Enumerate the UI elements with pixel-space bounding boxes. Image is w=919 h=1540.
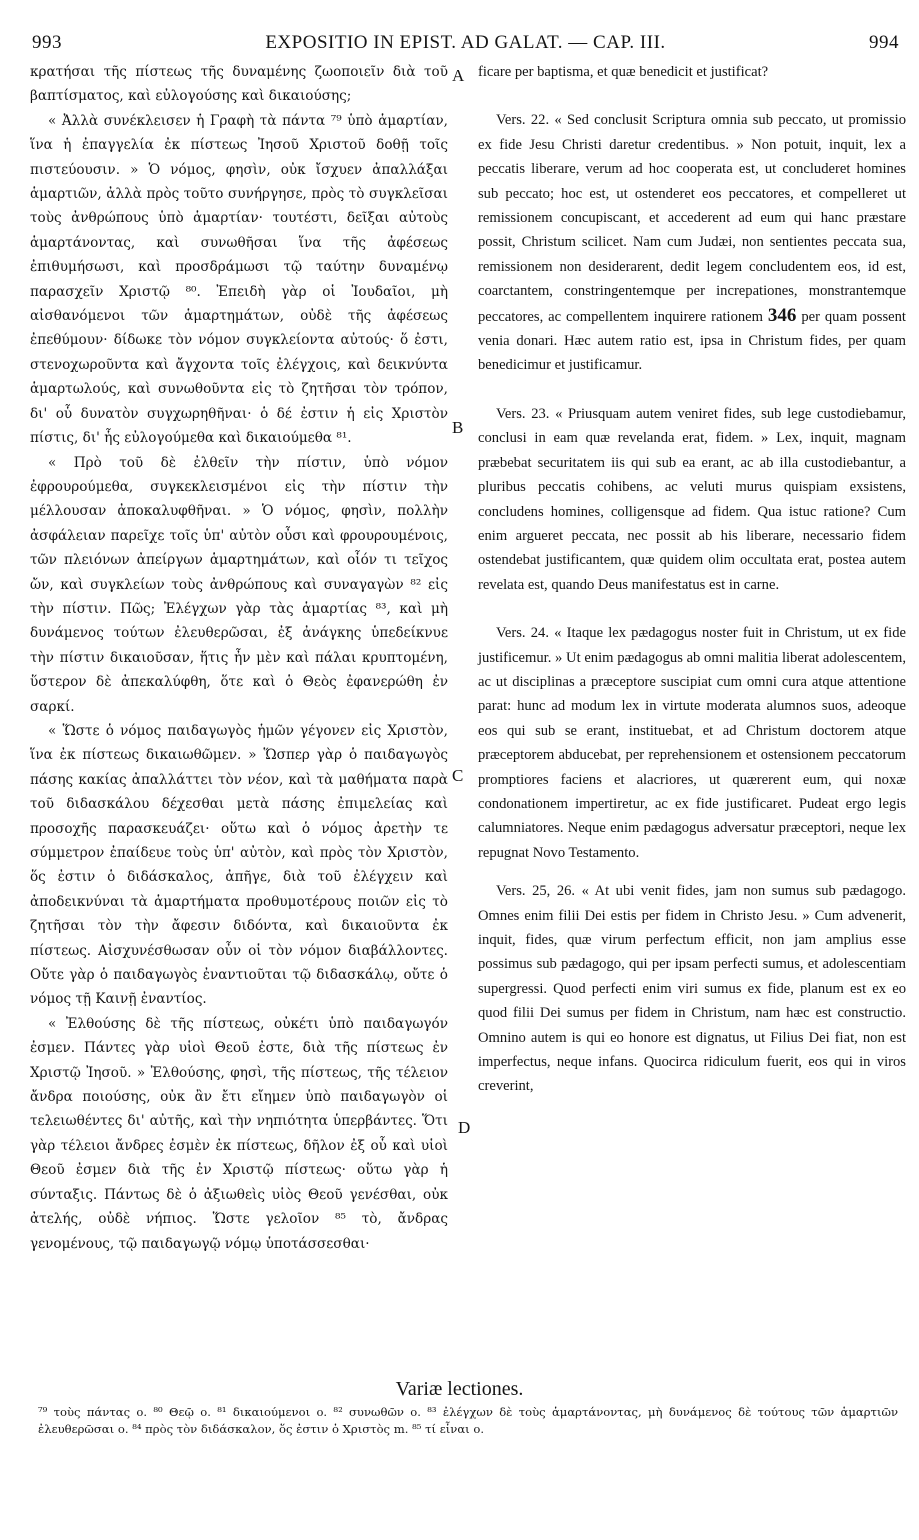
latin-text: Vers. 22. « Sed conclusit Scriptura omnia sub peccato, ut promissio ex fide Jesu Christi daretur credentibus. » Non potuit, inquit, lex a peccatis liberare, verum ad hoc cooperata est, ut concluderet homines sub peccato; hoc est, ut ostenderet eos peccatores, et compelleret ut remissionem concupiscant, et accederent ad eum qui hanc præstare possit, Christum scilicet. Nam cum Judæi, non sentientes peccata sua, remissionem non desiderarent, dedit legem concludentem eos, id est, coarctantem, constringentemque per increpationes, monstrantemque peccatores, ac compellentem inquirere rationem: [478, 112, 906, 325]
latin-column: [478, 60, 906, 1099]
margin-letter-d: D: [458, 1118, 471, 1137]
greek-paragraph: « Ὥστε ὁ νόμος παιδαγωγὸς ἡμῶν γέγονεν εἰς Χριστὸν, ἵνα ἐκ πίστεως δικαιωθῶμεν. » Ὥσπερ γὰρ ὁ παιδαγωγὸς πάσης κακίας ἀπαλλάττει τὸν νέον, καὶ τὰ μαθήματα παρὰ τοῦ διδασκάλου δέχεσθαι μετὰ πάσης ἐπιμελείας καὶ προσοχῆς παρασκευάζει· οὕτω καὶ ὁ νόμος ἀρετὴν τε σύμμετρον ἐπαίδευε τοὺς ὑπ' αὐτὸν, καὶ πρὸς τὸν Χριστὸν, ὅς ἐστιν ὁ διδάσκαλος, ἀπῆγε, διὰ τοῦ ἐλέγχειν καὶ ἀποδεικνύναι τὰ ἁμαρτήματα προθυμοτέρους ποιῶν εἰς τὸ ζητῆσαι τὸν τὴν ἄφεσιν διδόντα, καὶ δικαιοῦντα ἐκ πίστεως. Αἰσχυνέσθωσαν οὖν οἱ τὸν νόμον διαβάλλοντες. Οὔτε γὰρ ὁ παιδαγωγὸς ἐναντιοῦται τῷ διδασκάλῳ, οὔτε ὁ νόμος τῇ Καινῇ ἐναντίος.: [30, 722, 448, 1008]
greek-paragraph: κρατήσαι τῆς πίστεως τῆς δυναμένης ζωοποιεῖν διὰ τοῦ βαπτίσματος, καὶ εὐλογούσης καὶ δικαιούσης;: [30, 64, 448, 105]
page-number-left: 993: [32, 32, 62, 53]
greek-paragraph: « Ἀλλὰ συνέκλεισεν ἡ Γραφὴ τὰ πάντα ⁷⁹ ὑπὸ ἁμαρτίαν, ἵνα ἡ ἐπαγγελία ἐκ πίστεως Ἰησοῦ Χριστοῦ δοθῇ τοῖς πιστεύουσιν. » Ὁ νόμος, φησὶν, οὐκ ἴσχυεν ἀπαλλάξαι ἁμαρτιῶν, ἀλλὰ πρὸς τοῦτο συνήργησε, πρὸς τὸ συγκλεῖσαι τοὺς ἀνθρώπους ὑπὸ ἁμαρτίαν· τουτέστι, δεῖξαι αὐτοὺς ἁμαρτάνοντας, καὶ συνωθῆσαι ἵνα τῆς ἀφέσεως ἐπιθυμήσωσι, καὶ προσδράμωσι τῷ ταύτην δυναμένῳ παρασχεῖν Χριστῷ ⁸⁰. Ἐπειδὴ γὰρ οἱ Ἰουδαῖοι, μὴ αἰσθανόμενοι τῶν ἁμαρτημάτων, οὐδὲ τῆς ἀφέσεως ἐπεθύμουν· δίδωκε τὸν νόμον συγκλείοντα αὐτούς· ὅ ἐστι, στενοχωροῦντα καὶ ἄγχοντα τοῖς ἐλέγχοις, καὶ δεικνύντα ἁμαρτωλούς, καὶ συνωθοῦντα εἰς τὸ ζητῆσαι τὸν τρόπον, δι' οὗ δυνατὸν συγχωρηθῆναι· ὁ δέ ἐστιν ἡ εἰς Χριστὸν πίστις, δι' ἧς εὐλογούμεθα καὶ δικαιούμεθα ⁸¹.: [30, 112, 448, 447]
greek-column: [30, 60, 448, 1256]
margin-letter-c: C: [452, 766, 464, 785]
margin-letter-a: A: [452, 66, 465, 85]
latin-paragraph: ficare per baptisma, et quæ benedicit et justificat?: [478, 64, 769, 80]
latin-paragraph: Vers. 25, 26. « At ubi venit fides, jam non sumus sub pædagogo. Omnes enim filii Dei estis per fidem in Christo Jesu. » Cum advenerit, inquit, fides, quæ virum perfectum efficit, non jam amplius esse possimus sub pædagogo, qui per ipsam perfecti sumus, et adolescentiam supergressi. Quod perfecti enim viri sumus ex fide, planum est ex eo quod filii Dei sumus per fidem in Christum, nam hæc est constructio. Omnino autem is qui eo honore est dignatus, ut Filius Dei fiat, non est imperfectus, neque infans. Quocirca ridiculum fuerit, eos qui in viros creverint,: [478, 883, 906, 1095]
variae-lectiones-notes: ⁷⁹ τοὺς πάντας ο. ⁸⁰ Θεῷ ο. ⁸¹ δικαιούμενοι ο. ⁸² συνωθῶν ο. ⁸³ ἐλέγχων δὲ τοὺς ἁμαρτάνοντας, μὴ δυνάμενος δὲ τούτους τῶν ἁμαρτιῶν ἐλευθερῶσαι ο. ⁸⁴ πρὸς τὸν διδάσκαλον, ὅς ἐστιν ὁ Χριστὸς m. ⁸⁵ τί εἶναι ο.: [38, 1405, 898, 1436]
latin-paragraph: [478, 108, 906, 377]
margin-letter-b: B: [452, 418, 464, 437]
latin-text: per quam possent venia donari. Hæc autem ratio est, ipsa in Christum fides, per quam benedicimur et justificamur.: [478, 308, 906, 374]
page-number-right: 994: [869, 32, 899, 53]
latin-paragraph: Vers. 24. « Itaque lex pædagogus noster fuit in Christum, ut ex fide justificemur. » Ut enim pædagogus ab omni malitia liberat adolescentem, ac ut disciplinas a præceptore suscipiat cum omni cura atque attentione parat: hunc ad modum lex in virtute moderata alumnos suos, adeoque eos qui sub se erant, instituebat, et ad Christum doctorem atque præceptorem abducebat, per reprehensionem et ostensionem peccatorum promptiores faciens et alacriores, ut quærerent eum, qui noxæ condonationem impertiretur, ac ex fide justificaret. Pudeat ergo legis calumniatores. Neque enim pædagogus adversatur præceptori, neque lex repugnat Novo Testamento.: [478, 625, 906, 861]
greek-paragraph: « Πρὸ τοῦ δὲ ἐλθεῖν τὴν πίστιν, ὑπὸ νόμον ἐφρουρούμεθα, συγκεκλεισμένοι εἰς τὴν πίστιν τὴν μέλλουσαν ἀποκαλυφθῆναι. » Ὁ νόμος, φησὶν, πολλὴν ἀσφάλειαν παρεῖχε τοῖς ὑπ' αὐτὸν οὖσι καὶ φρουρουμένοις, τῶν πλειόνων ἀπείργων ἁμαρτημάτων, καὶ οἷόν τι τεῖχος ὤν, καὶ συγκλείων τοὺς ἀνθρώπους καὶ συναγαγὼν ⁸² εἰς τὴν πίστιν. Πῶς; Ἐλέγχων γὰρ τὰς ἁμαρτίας ⁸³, καὶ μὴ δυνάμενος τούτων ἐλευθερῶσαι, ἐξ ἀνάγκης ὑπεδείκνυε τὴν πίστιν δικαιοῦσαν, ἥτις ἦν μὲν καὶ πάλαι κρυπτομένη, ὕστερον δὲ ἀπεκαλύφθη, ὅτε καὶ ὁ Θεὸς ἐφανερώθη ἐν σαρκί.: [30, 454, 448, 715]
variae-lectiones-title: Variæ lectiones.: [395, 1378, 524, 1400]
running-title: EXPOSITIO IN EPIST. AD GALAT. — CAP. III.: [265, 32, 666, 53]
greek-paragraph: « Ἐλθούσης δὲ τῆς πίστεως, οὐκέτι ὑπὸ παιδαγωγόν ἐσμεν. Πάντες γὰρ υἱοὶ Θεοῦ ἐστε, διὰ τῆς πίστεως ἐν Χριστῷ Ἰησοῦ. » Ἐλθούσης, φησὶ, τῆς πίστεως, τῆς τέλειον ἄνδρα ποιούσης, οὐκ ἂν ἔτι εἴημεν ὑπὸ παιδαγωγὸν οἱ τελειωθέντες δι' αὐτῆς, καὶ τὴν νηπιότητα ὑπερβάντες. Ὅτι γὰρ τέλειοι ἄνδρες ἐσμὲν ἐκ πίστεως, δῆλον ἐξ οὗ καὶ υἱοὶ Θεοῦ ἐσμεν διὰ τῆς ἐν Χριστῷ πίστεως· οὕτω γὰρ ἡ σύνταξις. Πάντως δὲ ὁ ἀξιωθεὶς υἱὸς Θεοῦ γενέσθαι, οὐκ ἀτελής, οὐδὲ νήπιος. Ὥστε γελοῖον ⁸⁵ τὸ, ἄνδρας γενομένους, τῷ παιδαγωγῷ νόμῳ ὑποτάσσεσθαι·: [30, 1015, 448, 1252]
column-number: 346: [767, 304, 797, 326]
running-header: [32, 32, 899, 56]
latin-paragraph: Vers. 23. « Priusquam autem veniret fides, sub lege custodiebamur, conclusi in eam quæ revelanda erat, fidem. » Lex, inquit, magnam præbebat securitatem iis qui sub ea erant, ac ab illa custodiebantur, a pluribus peccatis cohibens, ac veluti murus quispiam exsistens, concludens homines, colligensque ad fidem. Qua istuc ratione? Cum enim argueret peccata, nec possit ab his liberare, necessario fidem ostendebat justificantem, quæ quidem olim occultata erat, postea autem revelata est, quando Deus manifestatus est in carne.: [478, 405, 906, 593]
